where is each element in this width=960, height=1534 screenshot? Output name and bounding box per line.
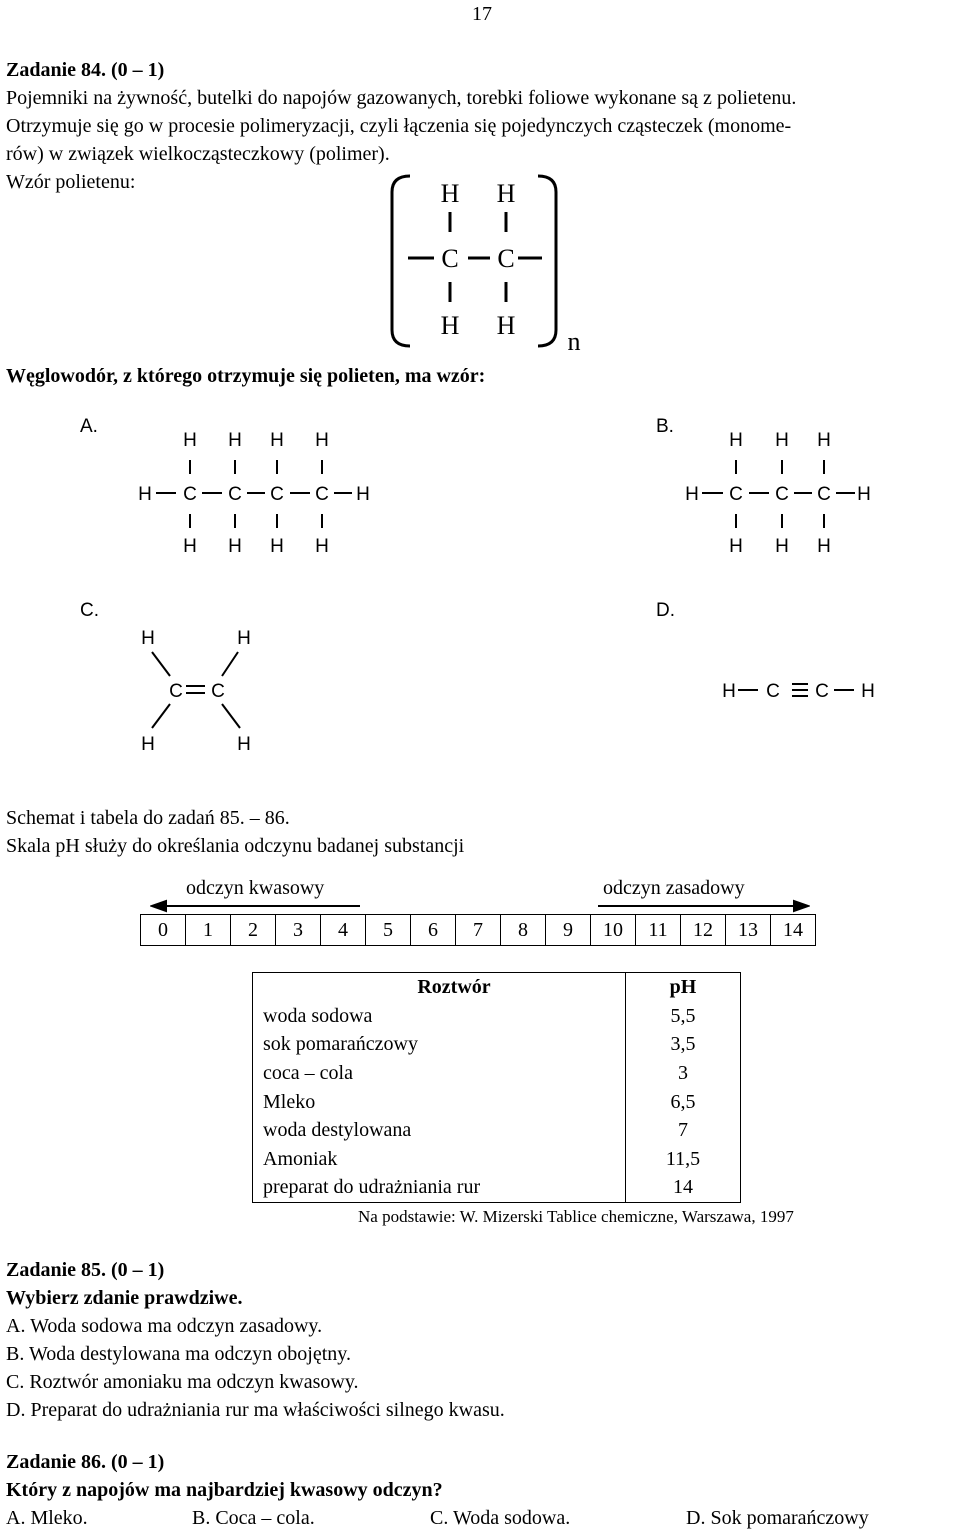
- schema-subtitle: Skala pH służy do określania odczynu badanej substancji: [6, 835, 465, 857]
- atom-h: H: [685, 484, 699, 505]
- ph-scale-cell: 14: [771, 915, 816, 945]
- atom-h: H: [729, 430, 743, 451]
- atom-c: C: [270, 484, 284, 505]
- ph-scale-cell: 5: [366, 915, 411, 945]
- atom-h: H: [270, 430, 284, 451]
- atom-h: H: [496, 311, 516, 340]
- option-c-letter: C.: [80, 600, 99, 621]
- atom-c: C: [441, 244, 459, 273]
- atom-h: H: [141, 734, 155, 755]
- table-header-row: [253, 973, 741, 1002]
- option-c-formula: [130, 620, 270, 760]
- task84-line3: rów) w związek wielkocząsteczkowy (polimer).: [6, 143, 390, 165]
- ph-scale-cell: 7: [456, 915, 501, 945]
- atom-c: C: [766, 681, 780, 702]
- task86-option-d: D. Sok pomarańczowy: [686, 1507, 869, 1529]
- table-row: [253, 1030, 741, 1059]
- atom-h: H: [440, 311, 460, 340]
- task86-title: Zadanie 86. (0 – 1): [6, 1451, 165, 1473]
- atom-c: C: [815, 681, 829, 702]
- formula-label: Wzór polietenu:: [6, 171, 136, 193]
- atom-h: H: [270, 536, 284, 557]
- polyethylene-formula: [380, 170, 600, 355]
- option-a-formula: [130, 422, 380, 562]
- ph-scale-cell: 11: [636, 915, 681, 945]
- atom-h: H: [228, 536, 242, 557]
- ph-scale-cell: 9: [546, 915, 591, 945]
- task85-question: Wybierz zdanie prawdziwe.: [6, 1287, 243, 1309]
- ph-scale-cell: 1: [186, 915, 231, 945]
- header-solution: Roztwór: [253, 973, 626, 1002]
- task86-option-c: C. Woda sodowa.: [430, 1507, 571, 1529]
- ph-scale-cell: 3: [276, 915, 321, 945]
- atom-h: H: [315, 536, 329, 557]
- task84-line2: Otrzymuje się go w procesie polimeryzacji, czyli łączenia się pojedynczych cząsteczek (monome-: [6, 115, 792, 137]
- solution-name: woda sodowa: [253, 1002, 626, 1031]
- atom-c: C: [315, 484, 329, 505]
- header-ph: pH: [626, 973, 741, 1002]
- base-label: odczyn zasadowy: [603, 877, 745, 899]
- option-b-letter: B.: [656, 416, 674, 437]
- atom-h: H: [775, 430, 789, 451]
- page-number: 17: [472, 3, 492, 25]
- table-row: [253, 1002, 741, 1031]
- atom-h: H: [857, 484, 871, 505]
- solution-ph: 5,5: [626, 1002, 741, 1031]
- atom-h: H: [237, 628, 251, 649]
- solution-ph: 14: [626, 1173, 741, 1202]
- solution-name: woda destylowana: [253, 1116, 626, 1145]
- solution-name: sok pomarańczowy: [253, 1030, 626, 1059]
- ph-scale-cell: 0: [141, 915, 186, 945]
- option-a-letter: A.: [80, 416, 98, 437]
- solution-ph: 11,5: [626, 1145, 741, 1174]
- atom-h: H: [315, 430, 329, 451]
- atom-h: H: [356, 484, 370, 505]
- table-source: Na podstawie: W. Mizerski Tablice chemiczne, Warszawa, 1997: [358, 1207, 794, 1226]
- atom-h: H: [440, 179, 460, 208]
- table-row: [253, 1116, 741, 1145]
- ph-arrows: [150, 898, 810, 914]
- task85-title: Zadanie 85. (0 – 1): [6, 1259, 165, 1281]
- atom-h: H: [141, 628, 155, 649]
- solution-name: coca – cola: [253, 1059, 626, 1088]
- table-row: [253, 1173, 741, 1202]
- task85-option-d: D. Preparat do udrażniania rur ma właściwości silnego kwasu.: [6, 1399, 505, 1421]
- task84-title: Zadanie 84. (0 – 1): [6, 59, 165, 81]
- atom-c: C: [169, 681, 183, 702]
- atom-c: C: [817, 484, 831, 505]
- atom-c: C: [183, 484, 197, 505]
- polymer-subscript: n: [567, 327, 581, 355]
- atom-h: H: [237, 734, 251, 755]
- task85-option-b: B. Woda destylowana ma odczyn obojętny.: [6, 1343, 351, 1365]
- atom-h: H: [817, 536, 831, 557]
- solution-ph: 7: [626, 1116, 741, 1145]
- ph-scale-cell: 6: [411, 915, 456, 945]
- ph-scale-cell: 2: [231, 915, 276, 945]
- table-row: [253, 1087, 741, 1116]
- atom-c: C: [775, 484, 789, 505]
- atom-c: C: [497, 244, 515, 273]
- ph-scale-cell: 8: [501, 915, 546, 945]
- atom-h: H: [183, 536, 197, 557]
- ph-scale: [140, 914, 816, 946]
- option-d-formula: [716, 676, 891, 706]
- ph-scale-cell: 4: [321, 915, 366, 945]
- task86-question: Który z napojów ma najbardziej kwasowy odczyn?: [6, 1479, 443, 1501]
- table-row: [253, 1145, 741, 1174]
- task85-option-a: A. Woda sodowa ma odczyn zasadowy.: [6, 1315, 323, 1337]
- atom-h: H: [722, 681, 736, 702]
- solution-ph: 3,5: [626, 1030, 741, 1059]
- atom-h: H: [729, 536, 743, 557]
- atom-c: C: [729, 484, 743, 505]
- option-b-formula: [676, 422, 886, 562]
- atom-h: H: [138, 484, 152, 505]
- ph-scale-cell: 12: [681, 915, 726, 945]
- atom-c: C: [228, 484, 242, 505]
- solution-ph: 3: [626, 1059, 741, 1088]
- solution-name: Amoniak: [253, 1145, 626, 1174]
- ph-scale-cell: 10: [591, 915, 636, 945]
- atom-h: H: [496, 179, 516, 208]
- acid-label: odczyn kwasowy: [186, 877, 325, 899]
- solutions-table: [252, 972, 741, 1203]
- atom-h: H: [183, 430, 197, 451]
- atom-h: H: [817, 430, 831, 451]
- ph-scale-cell: 13: [726, 915, 771, 945]
- table-row: [253, 1059, 741, 1088]
- option-d-letter: D.: [656, 600, 675, 621]
- task84-question: Węglowodór, z którego otrzymuje się polieten, ma wzór:: [6, 365, 486, 387]
- atom-h: H: [861, 681, 875, 702]
- atom-h: H: [775, 536, 789, 557]
- schema-title: Schemat i tabela do zadań 85. – 86.: [6, 807, 290, 829]
- atom-c: C: [211, 681, 225, 702]
- task85-option-c: C. Roztwór amoniaku ma odczyn kwasowy.: [6, 1371, 359, 1393]
- task86-option-a: A. Mleko.: [6, 1507, 88, 1529]
- solution-name: preparat do udrażniania rur: [253, 1173, 626, 1202]
- task84-line1: Pojemniki na żywność, butelki do napojów gazowanych, torebki foliowe wykonane są z polietenu.: [6, 87, 797, 109]
- solution-name: Mleko: [253, 1087, 626, 1116]
- solution-ph: 6,5: [626, 1087, 741, 1116]
- task86-option-b: B. Coca – cola.: [192, 1507, 315, 1529]
- atom-h: H: [228, 430, 242, 451]
